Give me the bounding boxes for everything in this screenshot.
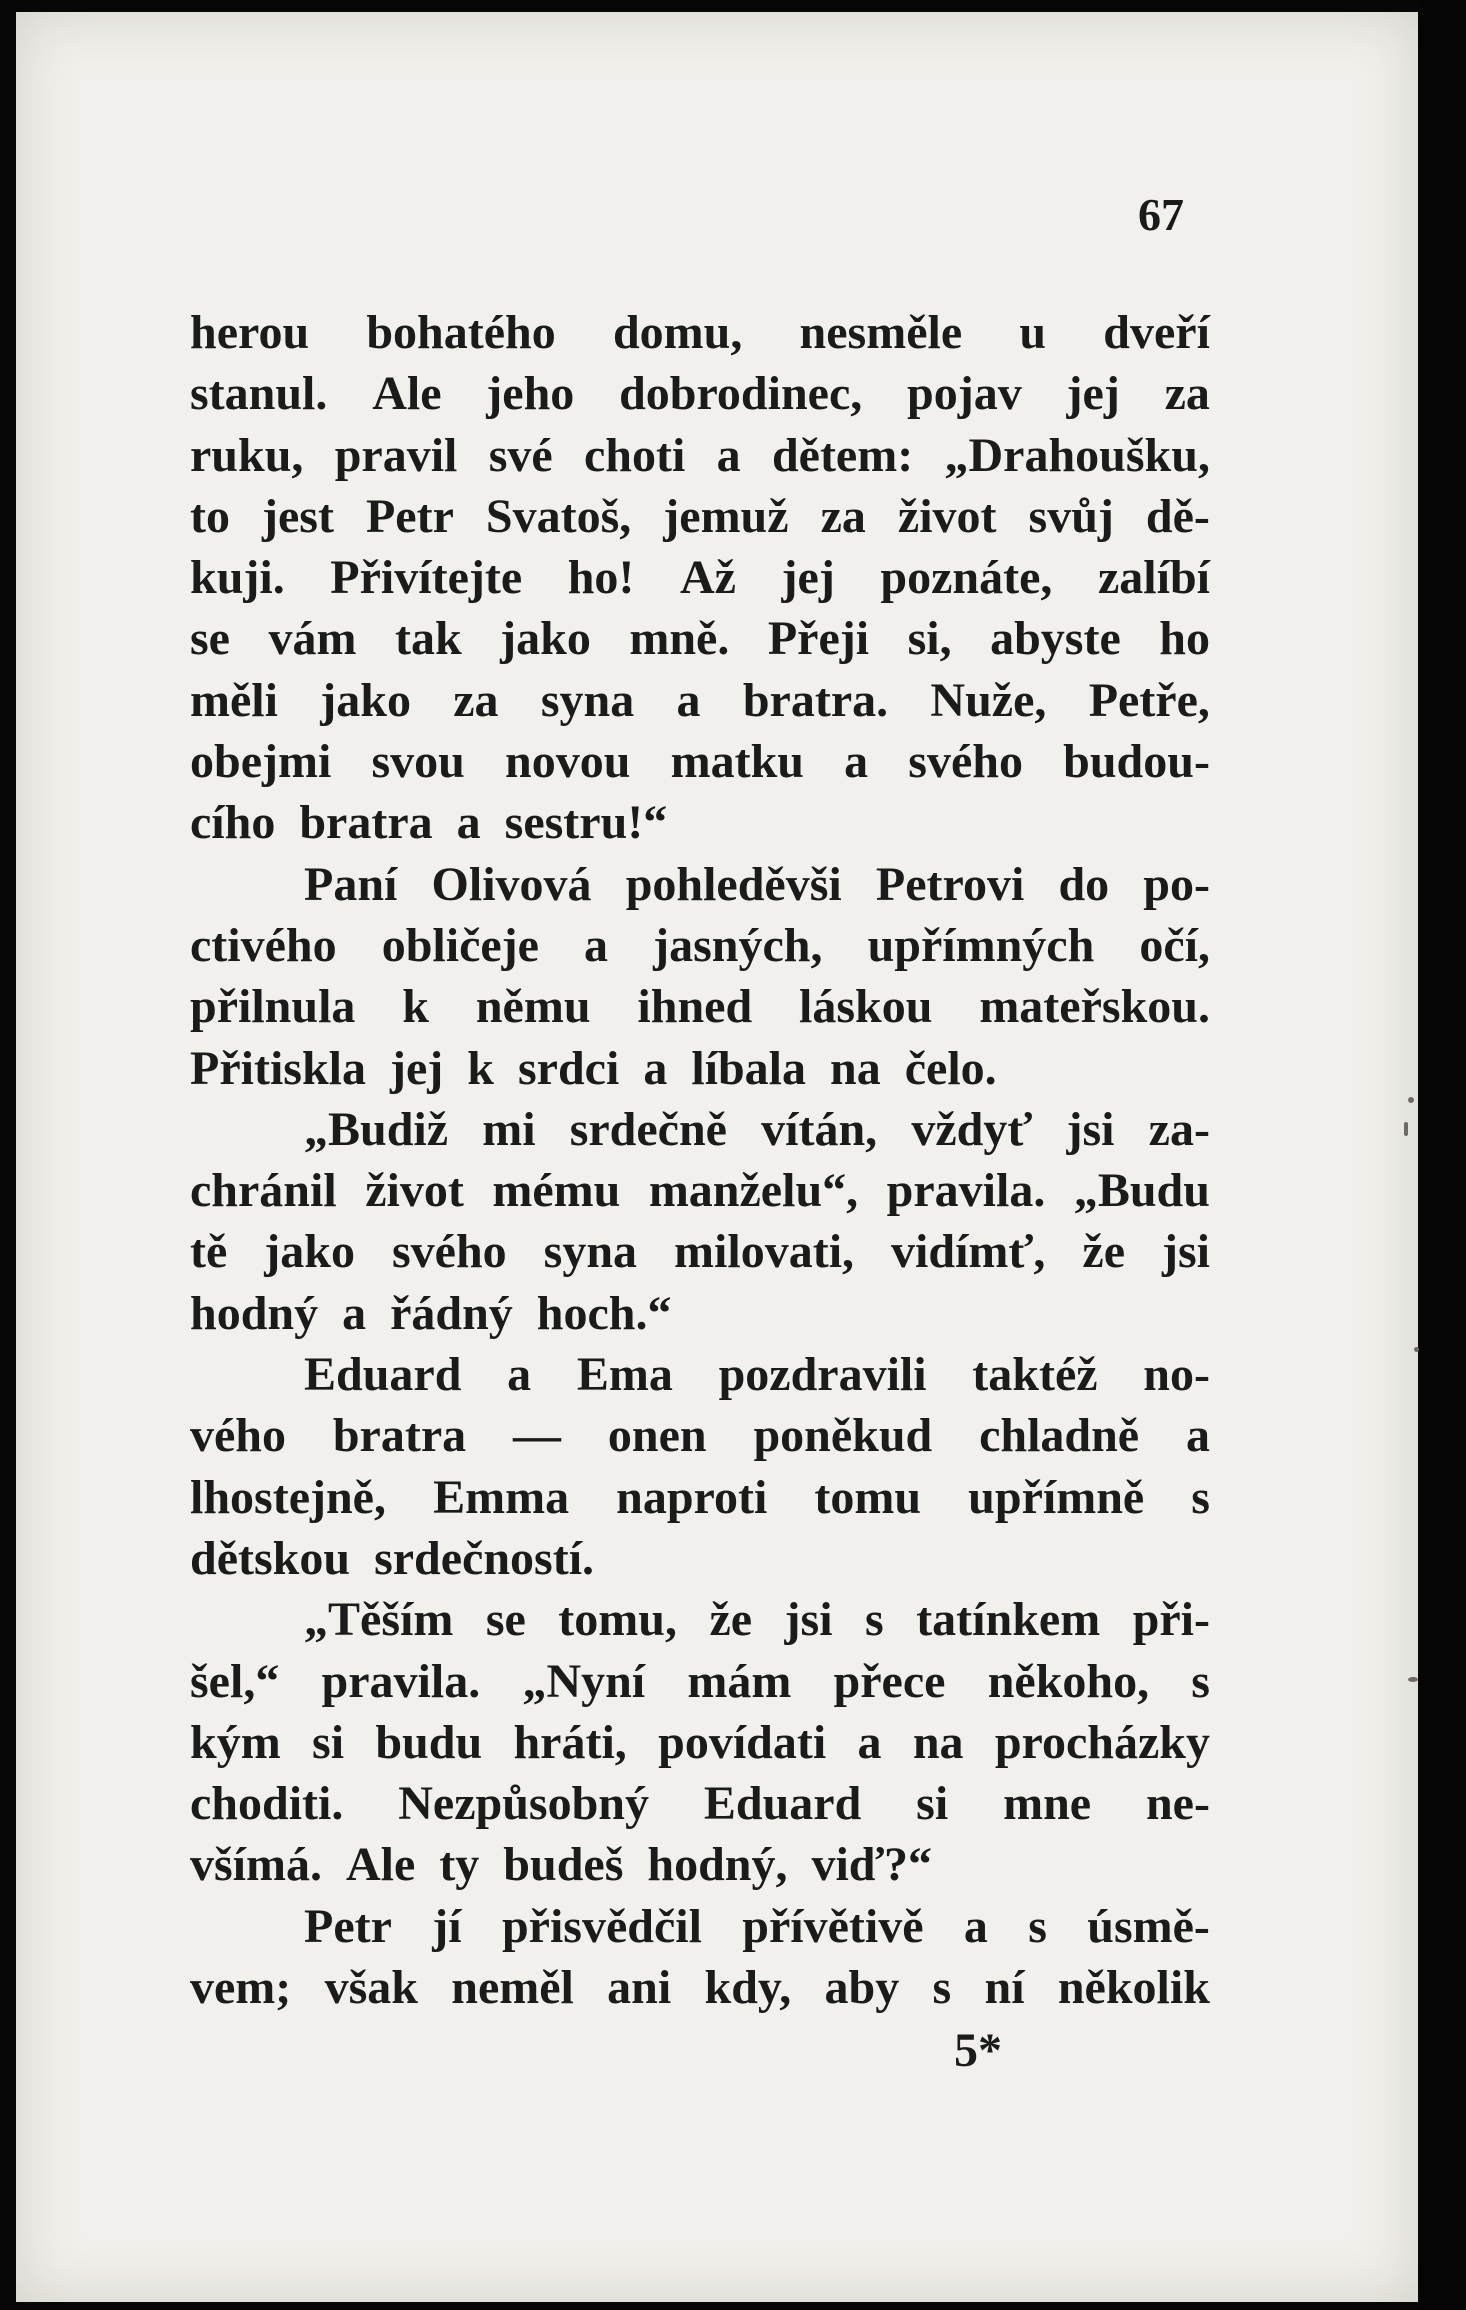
text-line: vého bratra — onen poněkud chladně a	[190, 1409, 1210, 1463]
text-line: Přitiskla jej k srdci a líbala na čelo.	[190, 1041, 997, 1095]
paper-speck	[1408, 1097, 1414, 1103]
text-line: stanul. Ale jeho dobrodinec, pojav jej za	[190, 367, 1210, 421]
text-line: ctivého obličeje a jasných, upřímných očí,	[190, 918, 1210, 972]
body-text	[190, 302, 1210, 2018]
text-line: „Těším se tomu, že jsi s tatínkem při-	[304, 1593, 1210, 1647]
text-line: to jest Petr Svatoš, jemuž za život svůj dě-	[190, 489, 1210, 543]
paper-speck	[1408, 1677, 1418, 1682]
text-line: choditi. Nezpůsobný Eduard si mne ne-	[190, 1777, 1210, 1831]
text-line: se vám tak jako mně. Přeji si, abyste ho	[190, 612, 1210, 666]
text-line: všímá. Ale ty budeš hodný, viď?“	[190, 1838, 933, 1892]
text-line: měli jako za syna a bratra. Nuže, Petře,	[190, 673, 1210, 727]
text-line: chránil život mému manželu“, pravila. „Budu	[190, 1164, 1210, 1218]
text-line: hodný a řádný hoch.“	[190, 1286, 672, 1340]
text-line: kým si budu hráti, povídati a na procházky	[190, 1715, 1210, 1769]
text-line: tě jako svého syna milovati, vidímť, že jsi	[190, 1225, 1210, 1279]
signature-mark: 5*	[954, 2024, 1002, 2077]
text-line: „Budiž mi srdečně vítán, vždyť jsi za-	[304, 1102, 1210, 1156]
book-page	[16, 12, 1418, 2302]
text-line: Paní Olivová pohleděvši Petrovi do po-	[304, 857, 1210, 911]
text-line: Petr jí přisvědčil přívětivě a s úsmě-	[304, 1899, 1210, 1953]
paper-speck	[1414, 1347, 1419, 1352]
text-line: herou bohatého domu, nesměle u dveří	[190, 306, 1210, 359]
book-spine-edge	[1420, 0, 1466, 2310]
text-line: přilnula k němu ihned láskou mateřskou.	[190, 980, 1210, 1034]
text-line: obejmi svou novou matku a svého budou-	[190, 735, 1210, 789]
text-line: kuji. Přivítejte ho! Až jej poznáte, zalíbí	[190, 551, 1210, 605]
text-line: šel,“ pravila. „Nyní mám přece někoho, s	[190, 1654, 1210, 1708]
paper-speck	[1404, 1122, 1408, 1136]
text-line: Eduard a Ema pozdravili taktéž no-	[304, 1348, 1210, 1402]
text-line: lhostejně, Emma naproti tomu upřímně s	[190, 1470, 1210, 1524]
page-number: 67	[1138, 189, 1184, 240]
text-line: vem; však neměl ani kdy, aby s ní několik	[190, 1961, 1210, 2015]
text-line: cího bratra a sestru!“	[190, 796, 668, 850]
text-line: ruku, pravil své choti a dětem: „Drahoušku,	[190, 428, 1210, 482]
text-line: dětskou srdečností.	[190, 1531, 595, 1585]
